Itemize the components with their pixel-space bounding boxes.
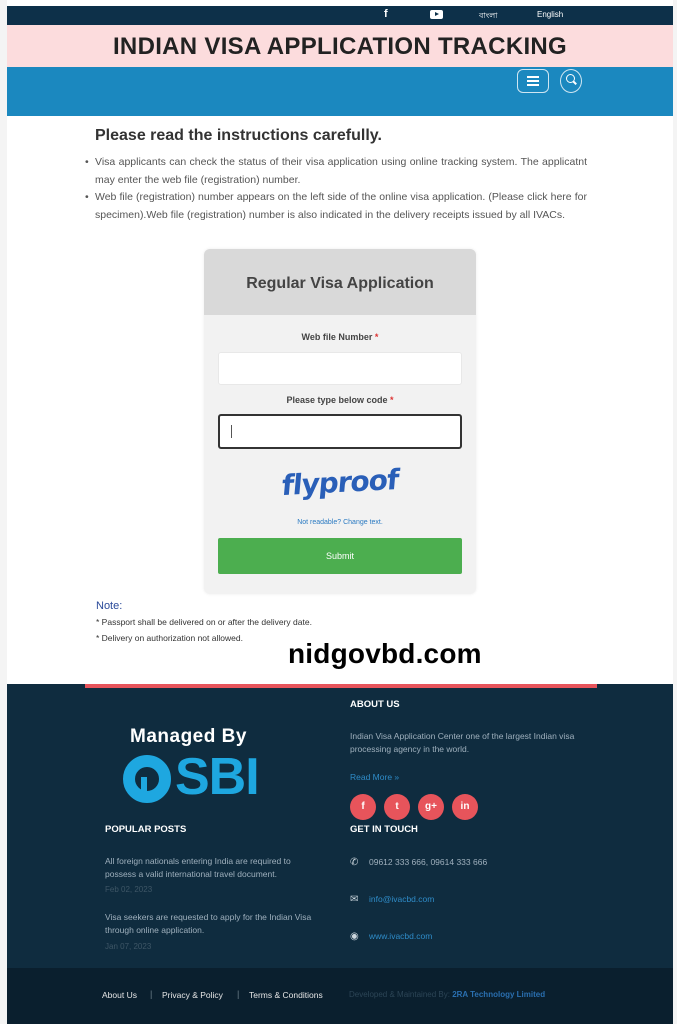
submit-button[interactable]: Submit <box>218 538 462 574</box>
terms-conditions-link[interactable]: Terms & Conditions <box>249 990 323 1000</box>
webfile-number-input[interactable] <box>218 352 462 385</box>
required-mark: * <box>374 332 379 342</box>
post-date: Jan 07, 2023 <box>105 942 152 951</box>
nav-bar <box>7 67 673 116</box>
page-frame <box>7 0 673 1024</box>
instructions-section <box>95 127 587 224</box>
footer-accent-line <box>85 684 597 688</box>
developer-credit: Developed & Maintained By: 2RA Technology Limited <box>349 990 546 999</box>
popular-post-link[interactable]: Visa seekers are requested to apply for the Indian Visa through online application. <box>105 912 312 935</box>
language-english-link[interactable]: English <box>537 10 564 19</box>
captcha-code-label: Please type below code * <box>286 395 394 405</box>
page-title: INDIAN VISA APPLICATION TRACKING <box>112 33 568 60</box>
tracking-form <box>204 249 476 594</box>
email-link[interactable]: info@ivacbd.com <box>369 894 435 904</box>
contact-email <box>350 894 434 905</box>
instruction-item: • Web file (registration) number appears on the left side of the online visa application. (Please click here for specimen).Web file (registration) number is also indicated in the delivery receipts issued by all IVACs. <box>95 189 587 224</box>
form-title: Regular Visa Application <box>246 275 434 292</box>
text-caret <box>231 425 232 438</box>
instructions-heading: Please read the instructions carefully. <box>95 127 382 144</box>
watermark-text: nidgovbd.com <box>288 638 482 669</box>
privacy-policy-link[interactable]: Privacy & Policy <box>162 990 223 1000</box>
google-plus-icon[interactable]: g+ <box>418 794 444 820</box>
note-title: Note: <box>96 600 123 612</box>
search-icon[interactable] <box>560 69 582 93</box>
linkedin-icon[interactable]: in <box>452 794 478 820</box>
contact-phone: ✆ 09612 333 666, 09614 333 666 <box>350 857 488 868</box>
twitter-icon[interactable]: t <box>384 794 410 820</box>
get-in-touch-heading: GET IN TOUCH <box>350 824 418 835</box>
youtube-icon[interactable] <box>430 10 443 19</box>
language-bangla-link[interactable]: বাংলা <box>479 11 498 20</box>
developer-link[interactable]: 2RA Technology Limited <box>452 990 546 999</box>
change-captcha-link[interactable]: Not readable? Change text. <box>297 519 383 526</box>
popular-posts-heading: POPULAR POSTS <box>105 824 187 835</box>
managed-by-label: Managed By <box>130 726 247 747</box>
footer <box>7 684 673 968</box>
form-header <box>204 249 476 315</box>
facebook-icon[interactable]: f <box>350 794 376 820</box>
captcha-image: flyproof <box>280 462 400 503</box>
top-bar <box>7 6 673 25</box>
webfile-label: Web file Number * <box>301 332 379 342</box>
sbi-logo-icon <box>123 755 171 803</box>
read-more-link[interactable]: Read More » <box>350 772 400 782</box>
about-us-link[interactable]: About Us <box>102 990 137 1000</box>
hamburger-icon <box>527 76 539 78</box>
menu-button[interactable] <box>517 69 549 93</box>
post-date: Feb 02, 2023 <box>105 885 153 894</box>
sbi-logo: SBI <box>123 753 283 805</box>
about-us-text: Indian Visa Application Center one of the largest Indian visa processing agency in the world. <box>350 731 575 754</box>
facebook-icon[interactable]: f <box>384 8 388 20</box>
about-us-heading: ABOUT US <box>350 699 400 710</box>
website-link[interactable]: www.ivacbd.com <box>369 931 433 941</box>
note-line: * Delivery on authorization not allowed. <box>96 633 243 643</box>
title-banner <box>7 25 673 67</box>
phone-icon: ✆ <box>350 857 359 868</box>
captcha-code-input[interactable] <box>218 414 462 449</box>
instruction-item: • Visa applicants can check the status of their visa application using online tracking system. The applicatnt may enter the web file (registration) number. <box>95 154 587 189</box>
instructions-list <box>95 154 587 224</box>
popular-post-link[interactable]: All foreign nationals entering India are required to possess a valid international travel document. <box>105 856 291 879</box>
globe-icon: ◉ <box>350 931 359 942</box>
envelope-icon: ✉ <box>350 894 359 905</box>
note-line: * Passport shall be delivered on or after the delivery date. <box>96 617 312 627</box>
bottom-bar: About Us | Privacy & Policy | Terms & Conditions Developed & Maintained By: 2RA Technology Limited <box>7 968 673 1024</box>
required-mark: * <box>390 395 394 405</box>
contact-website <box>350 931 432 942</box>
